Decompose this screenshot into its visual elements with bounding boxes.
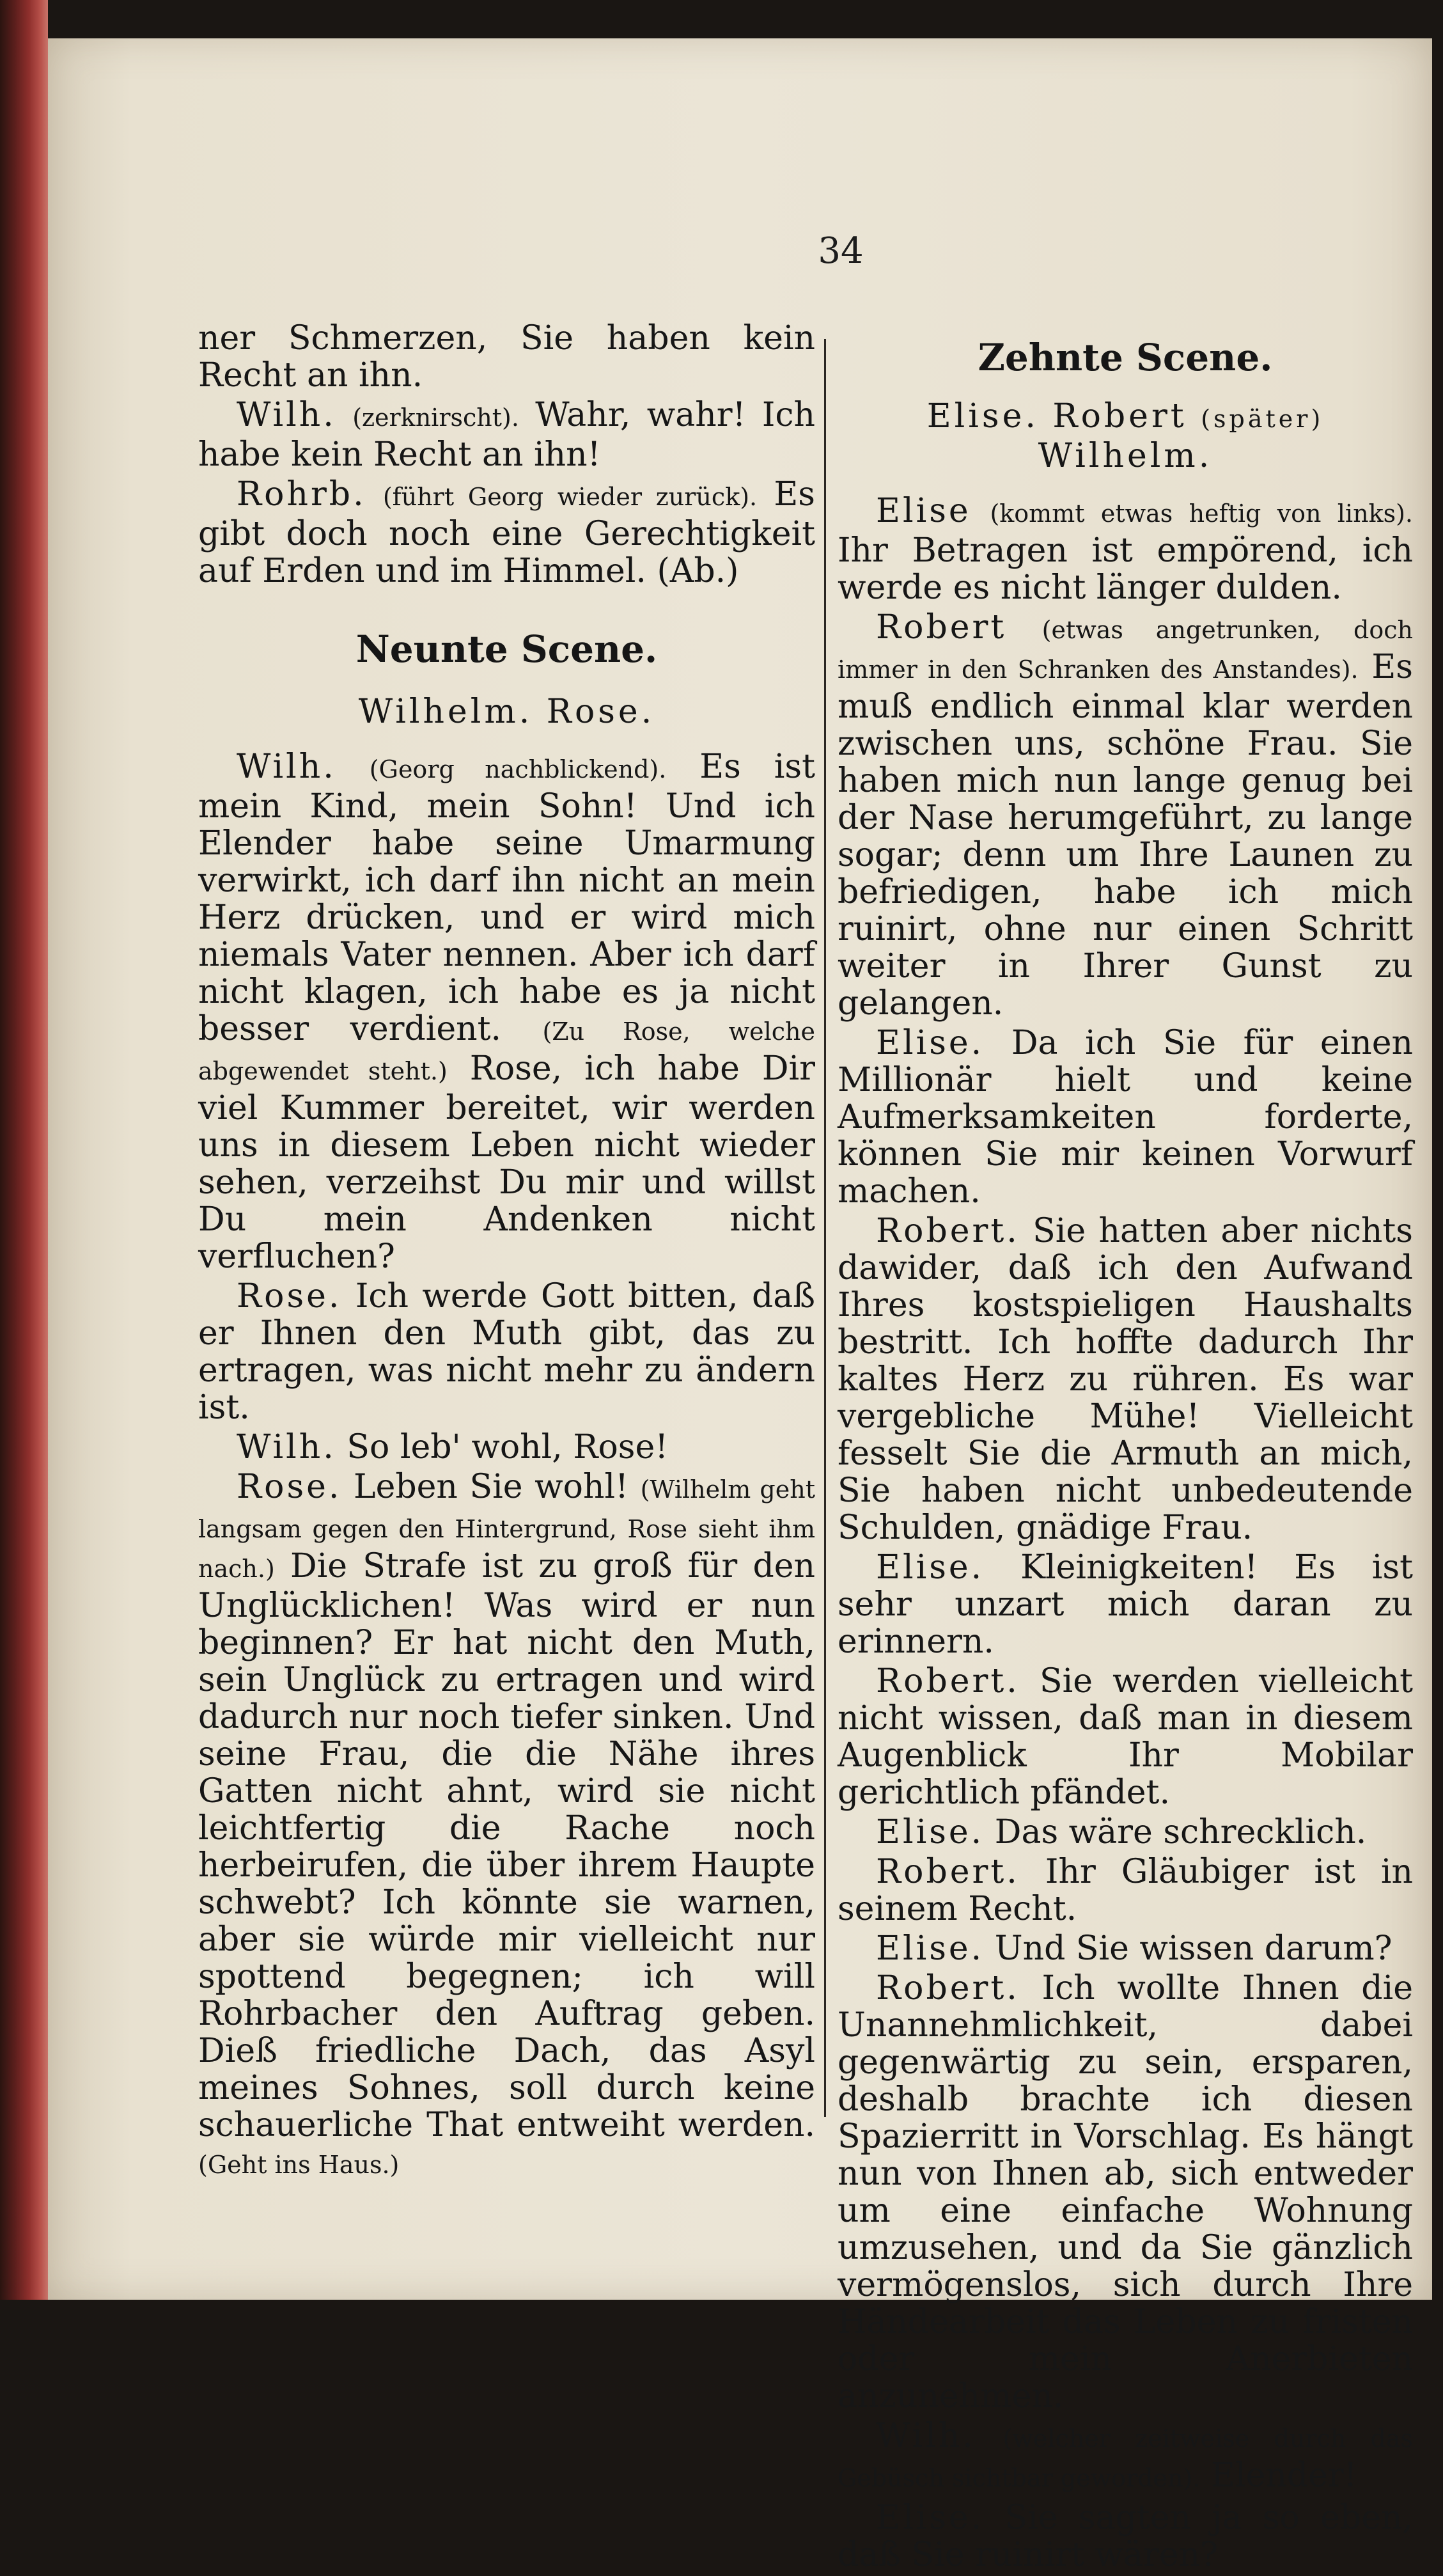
speaker-name: Elise. (876, 1024, 985, 1062)
stage-direction: (führt Georg wieder zurück). (382, 483, 758, 511)
speech-elise (838, 1025, 1413, 1210)
speech-rose (198, 1278, 815, 1426)
scene-cast (838, 398, 1413, 475)
speaker-name: Elise (876, 492, 971, 530)
speaker-name: Robert. (876, 1969, 1020, 2007)
speech-text: Ihr Betragen ist empörend, ich werde es nicht länger dulden. (838, 531, 1413, 607)
speech-text: Das wäre schrecklich. (984, 1813, 1367, 1851)
speech-text: Es ist mein Kind, mein Sohn! Und ich Elender habe seine Umarmung verwirkt, ich darf ihn nicht an mein Herz drücken, und er wird mich niemals Vater nennen. Aber ich darf nicht klagen, ich habe es ja nicht besser verdient. (198, 748, 816, 1048)
speech-text: Es muß endlich einmal klar werden zwischen uns, schöne Frau. Sie haben mich nun lange genug bei der Nase herumgeführt, zu lange sogar; denn um Ihre Launen zu befriedigen, habe ich mich ruinirt, ohne nur einen Schritt weiter in Ihrer Gunst zu gelangen. (838, 648, 1413, 1023)
stage-direction: (kommt etwas heftig von links). (990, 499, 1413, 528)
speech-wilhelm (198, 397, 815, 473)
book-page (48, 38, 1432, 2574)
speech-text: Sie werden vielleicht nicht wissen, daß man in diesem Augenblick Ihr Mobilar gerichtlich pfändet. (838, 1662, 1413, 1812)
speaker-name: Rose. (237, 1277, 342, 1315)
speech-text: Kleinigkeiten! Es ist sehr unzart mich daran zu erinnern. (838, 1548, 1413, 1661)
speech-text: Sie sagten ja so eben, daß Sie ruinirt wären? (838, 2499, 1413, 2574)
stage-direction: (welcher zeitweise durch das Gebüsch sichtbar geworden). (838, 2424, 1414, 2492)
left-column (198, 320, 815, 2186)
speech-elise (838, 2499, 1413, 2573)
speaker-name: Rose. (237, 1468, 342, 1506)
speaker-name: Elise. (876, 1548, 985, 1587)
book-binding-edge (0, 0, 48, 2300)
speech-text: So leb' wohl, Rose! (336, 1428, 669, 1466)
speech-robert (838, 1663, 1413, 1811)
speech-robert (838, 1853, 1413, 1928)
speech-text: Es gibt doch noch eine Gerechtigkeit auf Erden und im Himmel. (198, 475, 815, 590)
speech-robert (838, 1213, 1413, 1546)
speaker-name: Elise. (876, 2499, 985, 2537)
scene-title: Zehnte Scene. (978, 336, 1273, 379)
speech-robert (838, 609, 1413, 1022)
stage-direction: (Georg nachblickend). (369, 755, 667, 783)
speech-wilhelm (198, 748, 815, 1275)
speaker-name: Wilh. (237, 396, 336, 434)
cast-names: Wilhelm. (1038, 437, 1213, 475)
page-number: 34 (818, 230, 864, 272)
speech-elise (838, 492, 1413, 606)
speech-text: Ihr Gläubiger ist in seinem Recht. (838, 1853, 1413, 1928)
scene-cast: Wilhelm. Rose. (358, 693, 655, 731)
stage-direction: (später) (1201, 405, 1324, 433)
speech-robert (838, 1970, 1413, 2415)
speaker-name: Wilh. (237, 1428, 336, 1466)
speech-wilhelm (198, 1429, 815, 1466)
exit-direction: (Geht ins Haus.) (198, 2151, 400, 2179)
speaker-name: Robert. (876, 1662, 1020, 1700)
speech-text: Da ich Sie für einen Millionär hielt und keine Aufmerksamkeiten forderte, können Sie mir keinen Vorwurf machen. (838, 1024, 1413, 1211)
speech-text: ner Schmerzen, Sie haben kein Recht an ihn. (198, 319, 815, 395)
speech-text: Elender! (1200, 2456, 1357, 2495)
stage-direction: (Wilhelm geht langsam gegen den Hintergrund, Rose sieht ihm nach.) (198, 1475, 815, 1583)
speech-text: Rose, ich habe Dir viel Kummer bereitet, wir werden uns in diesem Leben nicht wieder sehen, verzeihst Du mir und willst Du mein Andenken nicht verfluchen? (198, 1049, 815, 1276)
speaker-name: Robert. (876, 1212, 1020, 1250)
speech-text: Sie hatten aber nichts dawider, daß ich den Aufwand Ihres kostspieligen Haushalts bestritt. Ich hoffte dadurch Ihr kaltes Herz zu rühren. Es war vergebliche Mühe! Vielleicht fesselt Sie die Armuth an mich, Sie haben nicht unbedeutende Schulden, gnädige Frau. (838, 1212, 1413, 1547)
speaker-name: Elise. (876, 1813, 985, 1851)
speech-wilhelm (838, 2417, 1413, 2497)
speaker-name: Wilh. (237, 748, 336, 786)
speech-text: Ich werde Gott bitten, daß er Ihnen den Muth gibt, das zu ertragen, was nicht mehr zu ändern ist. (198, 1277, 815, 1427)
speech-text: Die Strafe ist zu groß für den Unglücklichen! Was wird er nun beginnen? Er hat nicht den Muth, sein Unglück zu ertragen und wird dadurch nur noch tiefer sinken. Und seine Frau, die die Nähe ihres Gatten nicht ahnt, wird sie nicht leichtfertig die Rache noch herbeirufen, die über ihrem Haupte schwebt? Ich könnte sie warnen, aber sie würde mir vielleicht nur spottend begegnen; ich will Rohrbacher den Auftrag geben. Dieß friedliche Dach, das Asyl meines Sohnes, soll durch keine schauerliche That entweiht werden. (198, 1547, 815, 2144)
speaker-name: Wilh. (876, 2417, 976, 2455)
stage-direction: (zerknirscht). (352, 404, 519, 432)
speech-text: Und Sie wissen darum? (984, 1929, 1392, 1968)
scene-title: Neunte Scene. (355, 627, 658, 671)
speech-rohrbacher (198, 476, 815, 590)
stage-direction: (Zu Rose, welche abgewendet steht.) (198, 1017, 815, 1085)
speech-continuation (198, 320, 815, 394)
speech-elise (838, 1549, 1413, 1660)
speaker-name: Robert. (876, 1853, 1020, 1891)
speaker-name: Elise. (876, 1929, 985, 1968)
speaker-name: Robert (876, 608, 1007, 647)
cast-names: Elise. Robert (926, 397, 1187, 436)
speech-elise (838, 1814, 1413, 1851)
stage-direction: (etwas angetrunken, doch immer in den Schranken des Anstandes). (838, 616, 1414, 684)
right-column (838, 320, 1413, 2576)
column-divider (824, 339, 826, 2117)
speech-text: Leben Sie wohl! (341, 1468, 628, 1506)
speech-text: Wahr, wahr! Ich habe kein Recht an ihn! (198, 396, 816, 474)
speaker-name: Rohrb. (237, 475, 366, 514)
speech-rose (198, 1468, 815, 2183)
speech-elise (838, 1930, 1413, 1967)
exit-direction: (Ab.) (657, 552, 739, 590)
speech-text: Ich wollte Ihnen die Unannehmlichkeit, dabei gegenwärtig zu sein, ersparen, deshalb brachte ich diesen Spazierritt in Vorschlag. Es hängt nun von Ihnen ab, sich entweder um eine einfache Wohnung umzusehen, und da Sie gänzlich vermögenslos, sich durch Ihre Händearbeit das Leben zu fristen oder mein Anerbieten anzunehmen. (838, 1969, 1413, 2415)
